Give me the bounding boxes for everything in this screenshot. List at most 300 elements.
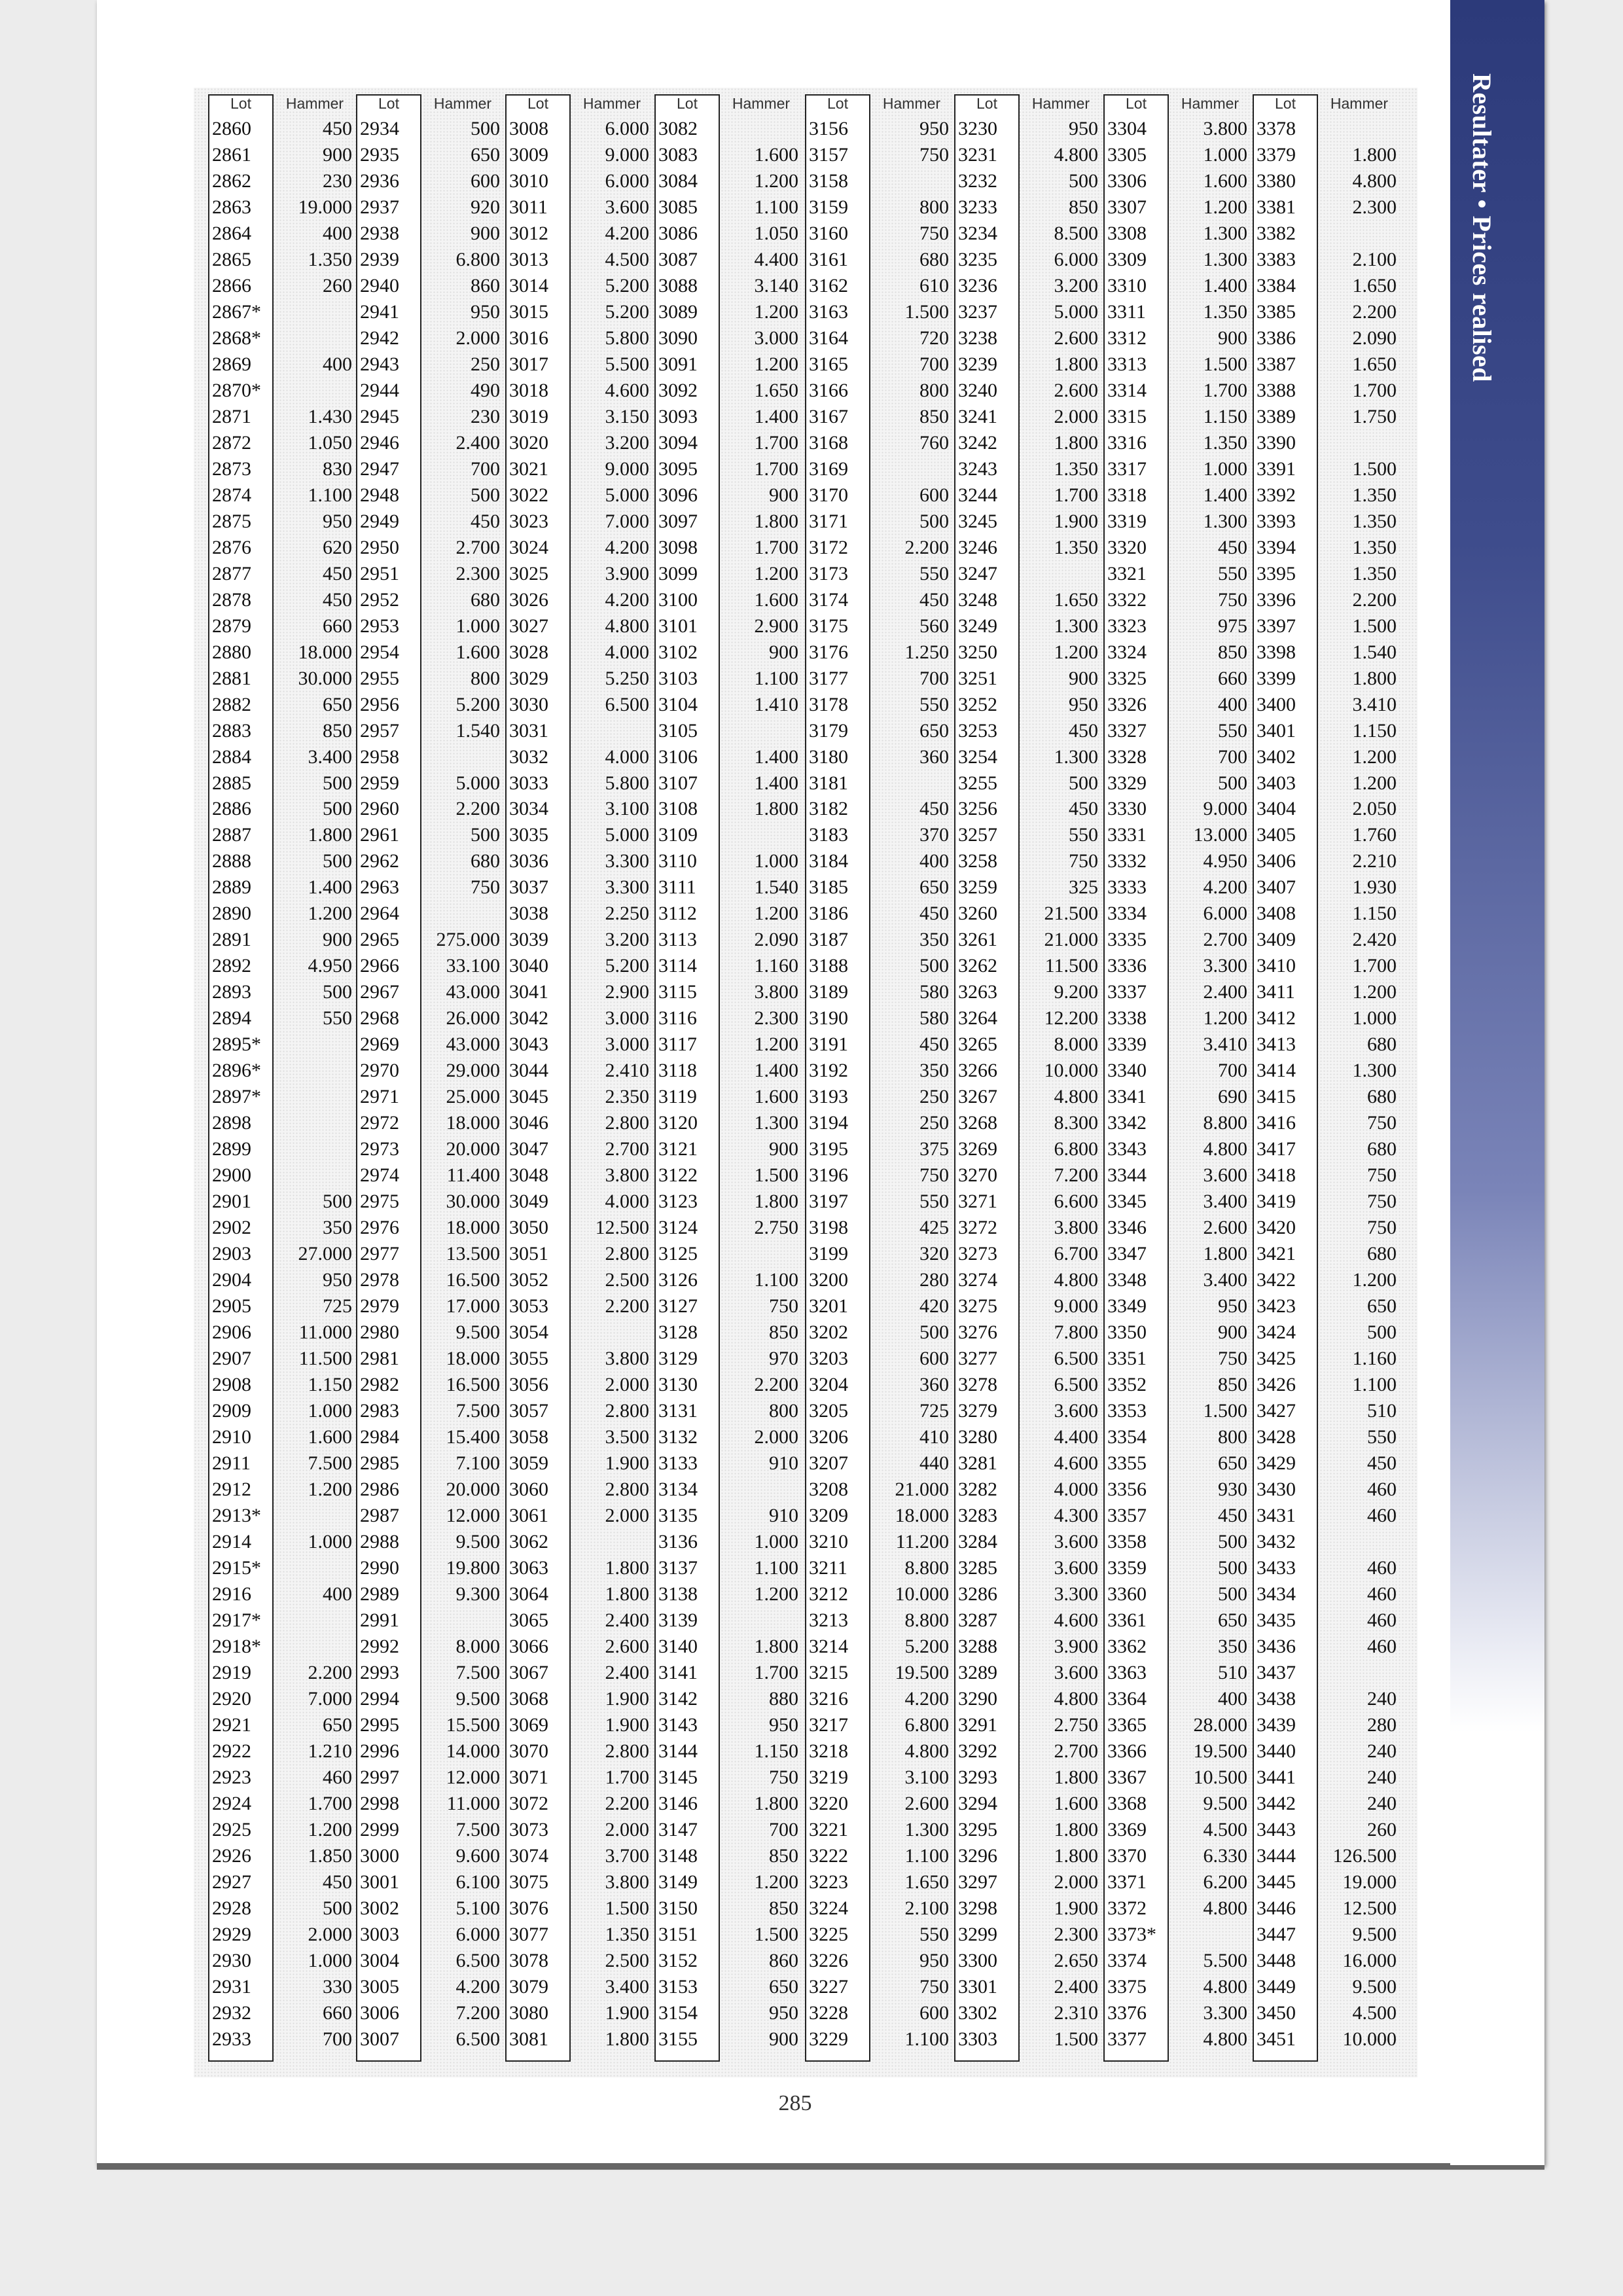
hammer-price: 1.650 [1054, 588, 1098, 611]
lot-number: 3085 [658, 196, 698, 218]
hammer-price: 1.100 [754, 1269, 798, 1291]
lot-number: 3045 [509, 1086, 548, 1108]
hammer-price: 1.750 [1352, 405, 1397, 427]
lot-number: 3197 [809, 1191, 848, 1213]
hammer-price: 1.400 [308, 876, 352, 899]
lot-number: 3213 [809, 1609, 848, 1631]
lot-number: 3035 [509, 824, 548, 846]
hammer-price: 7.500 [455, 1400, 500, 1422]
lot-number: 2870* [212, 379, 261, 401]
hammer-price: 400 [1218, 693, 1247, 715]
hammer-price: 3.800 [605, 1164, 649, 1187]
lot-number: 3119 [658, 1086, 697, 1108]
lot-number: 2985 [360, 1452, 399, 1474]
lot-number: 3092 [658, 379, 698, 401]
lot-number: 3070 [509, 1740, 548, 1762]
hammer-price: 950 [1218, 1295, 1247, 1318]
hammer-price: 1.200 [754, 300, 798, 323]
hammer-price: 880 [769, 1687, 798, 1710]
hammer-price: 320 [919, 1243, 949, 1265]
hammer-price: 2.100 [904, 1897, 949, 1919]
hammer-price: 750 [919, 1164, 949, 1187]
lot-number: 3369 [1107, 1818, 1147, 1840]
lot-number: 3019 [509, 405, 548, 427]
lot-number: 3398 [1257, 641, 1296, 663]
hammer-price: 7.200 [455, 2001, 500, 2024]
hammer-price: 1.350 [1352, 562, 1397, 584]
hammer-price: 8.000 [455, 1635, 500, 1657]
hammer-price: 1.100 [308, 484, 352, 506]
lot-number: 2889 [212, 876, 251, 899]
hammer-price: 4.800 [904, 1740, 949, 1762]
lot-number: 3101 [658, 615, 698, 637]
lot-number: 3179 [809, 719, 848, 742]
hammer-price: 1.700 [1352, 955, 1397, 977]
lot-number: 3324 [1107, 641, 1147, 663]
lot-number: 3204 [809, 1374, 848, 1396]
hammer-price: 550 [1367, 1426, 1397, 1448]
hammer-price: 19.000 [298, 196, 352, 218]
lot-number: 3298 [958, 1897, 997, 1919]
hammer-price: 2.000 [605, 1818, 649, 1840]
lot-number: 3261 [958, 929, 997, 951]
lot-number: 2941 [360, 300, 399, 323]
lot-number: 3268 [958, 1112, 997, 1134]
hammer-price: 650 [1218, 1452, 1247, 1474]
hammer-price: 6.000 [1054, 248, 1098, 270]
hammer-price: 7.000 [605, 510, 649, 532]
lot-number: 3017 [509, 353, 548, 375]
lot-number: 2965 [360, 929, 399, 951]
lot-number: 2994 [360, 1687, 399, 1710]
hammer-price: 2.200 [308, 1661, 352, 1683]
hammer-price: 13.500 [446, 1243, 500, 1265]
lot-number: 3178 [809, 693, 848, 715]
lot-number: 2936 [360, 170, 399, 192]
lot-number: 3375 [1107, 1975, 1147, 1998]
lot-number: 3272 [958, 1217, 997, 1239]
hammer-price: 2.350 [605, 1086, 649, 1108]
hammer-price [1318, 1660, 1397, 1686]
lot-number: 3442 [1257, 1792, 1296, 1814]
hammer-price: 2.000 [1054, 405, 1098, 427]
hammer-price: 1.150 [1352, 719, 1397, 742]
hammer-price: 7.000 [308, 1687, 352, 1710]
hammer-price: 1.500 [605, 1897, 649, 1919]
lot-number: 3078 [509, 1949, 548, 1971]
hammer-price: 2.090 [1352, 327, 1397, 349]
hammer-price: 1.700 [1054, 484, 1098, 506]
hammer-price: 1.800 [1054, 1818, 1098, 1840]
lot-number: 3391 [1257, 457, 1296, 480]
hammer-price: 7.500 [455, 1661, 500, 1683]
lot-number: 2891 [212, 929, 251, 951]
lot-number: 3434 [1257, 1583, 1296, 1605]
lot-number: 3002 [360, 1897, 399, 1919]
hammer-header: Hammer [1031, 95, 1090, 112]
hammer-price: 1.000 [1203, 457, 1247, 480]
hammer-price: 6.500 [605, 693, 649, 715]
lot-number: 3415 [1257, 1086, 1296, 1108]
hammer-price: 1.540 [754, 876, 798, 899]
lot-number: 2924 [212, 1792, 251, 1814]
hammer-price: 580 [919, 1007, 949, 1030]
lot-number: 2895* [212, 1033, 261, 1056]
hammer-price: 43.000 [446, 1033, 500, 1056]
hammer-price: 660 [323, 2001, 352, 2024]
lot-number: 3259 [958, 876, 997, 899]
hammer-price: 2.900 [605, 981, 649, 1003]
hammer-price: 3.600 [605, 196, 649, 218]
lot-number: 2999 [360, 1818, 399, 1840]
hammer-price: 750 [769, 1295, 798, 1318]
hammer-header: Hammer [582, 95, 641, 112]
lot-header: Lot [1275, 95, 1296, 112]
lot-number: 3313 [1107, 353, 1147, 375]
hammer-price: 550 [1069, 824, 1098, 846]
hammer-price: 240 [1367, 1687, 1397, 1710]
hammer-price [1318, 116, 1397, 142]
lot-number: 2975 [360, 1191, 399, 1213]
lot-number: 2898 [212, 1112, 251, 1134]
hammer-price: 1.600 [754, 588, 798, 611]
lot-number: 2903 [212, 1243, 251, 1265]
hammer-price: 600 [471, 170, 500, 192]
lot-number: 2911 [212, 1452, 251, 1474]
hammer-price: 2.200 [605, 1792, 649, 1814]
lot-number: 3057 [509, 1400, 548, 1422]
lot-number: 3098 [658, 536, 698, 558]
lot-number: 3411 [1257, 981, 1295, 1003]
hammer-price: 450 [1367, 1452, 1397, 1474]
hammer-price: 850 [769, 1844, 798, 1867]
lot-number: 3230 [958, 118, 997, 139]
hammer-price: 3.600 [1054, 1530, 1098, 1552]
lot-number: 3295 [958, 1818, 997, 1840]
hammer-price: 620 [323, 536, 352, 558]
lot-number: 3451 [1257, 2028, 1296, 2050]
lot-number: 3279 [958, 1400, 997, 1422]
hammer-price: 3.200 [1054, 274, 1098, 296]
lot-number: 3315 [1107, 405, 1147, 427]
lot-number: 3099 [658, 562, 698, 584]
hammer-price: 500 [471, 824, 500, 846]
hammer-price: 1.650 [904, 1871, 949, 1893]
hammer-price: 5.200 [455, 693, 500, 715]
hammer-price: 4.200 [605, 222, 649, 244]
hammer-price: 750 [1367, 1191, 1397, 1213]
hammer-price: 1.930 [1352, 876, 1397, 899]
hammer-price: 4.800 [1054, 143, 1098, 166]
lot-number: 2869 [212, 353, 251, 375]
lot-number: 3010 [509, 170, 548, 192]
hammer-price: 500 [471, 118, 500, 139]
lot-number: 3124 [658, 1217, 698, 1239]
hammer-price: 900 [323, 143, 352, 166]
hammer-price: 1.400 [1203, 274, 1247, 296]
hammer-price: 2.200 [904, 536, 949, 558]
hammer-price: 21.500 [1044, 903, 1098, 925]
lot-number: 3205 [809, 1400, 848, 1422]
lot-number: 2960 [360, 798, 399, 820]
lot-number: 3135 [658, 1504, 698, 1526]
hammer-price: 500 [323, 981, 352, 1003]
hammer-price: 5.500 [1203, 1949, 1247, 1971]
lot-number: 3196 [809, 1164, 848, 1187]
hammer-price: 950 [919, 1949, 949, 1971]
lot-number: 2973 [360, 1138, 399, 1160]
hammer-price: 1.100 [1352, 1374, 1397, 1396]
lot-number: 3288 [958, 1635, 997, 1657]
hammer-price: 2.300 [754, 1007, 798, 1030]
lot-number: 3080 [509, 2001, 548, 2024]
hammer-price: 500 [1069, 170, 1098, 192]
hammer-price: 1.650 [1352, 353, 1397, 375]
hammer-price: 950 [769, 2001, 798, 2024]
hammer-header: Hammer [882, 95, 941, 112]
lot-number: 3309 [1107, 248, 1147, 270]
lot-number: 3042 [509, 1007, 548, 1030]
lot-number: 2939 [360, 248, 399, 270]
hammer-price: 2.400 [605, 1661, 649, 1683]
hammer-price: 450 [1218, 536, 1247, 558]
lot-number: 2864 [212, 222, 251, 244]
lot-number: 2881 [212, 667, 251, 689]
lot-number: 2885 [212, 772, 251, 794]
lot-number: 3118 [658, 1060, 697, 1082]
lot-number: 3142 [658, 1687, 698, 1710]
lot-number: 3420 [1257, 1217, 1296, 1239]
lot-number: 3056 [509, 1374, 548, 1396]
lot-number: 2943 [360, 353, 399, 375]
hammer-price: 800 [919, 196, 949, 218]
hammer-price: 2.700 [1054, 1740, 1098, 1762]
lot-number: 3449 [1257, 1975, 1296, 1998]
lot-number: 3297 [958, 1871, 997, 1893]
hammer-price: 680 [1367, 1033, 1397, 1056]
hammer-price: 375 [919, 1138, 949, 1160]
lot-number: 3072 [509, 1792, 548, 1814]
lot-number: 3245 [958, 510, 997, 532]
hammer-price: 1.200 [754, 1033, 798, 1056]
hammer-price: 1.900 [1054, 1897, 1098, 1919]
hammer-price [720, 822, 798, 848]
hammer-price: 3.400 [1203, 1191, 1247, 1213]
hammer-price: 680 [1367, 1086, 1397, 1108]
lot-number: 3005 [360, 1975, 399, 1998]
lot-number: 3384 [1257, 274, 1296, 296]
hammer-price: 1.800 [605, 2028, 649, 2050]
lot-number: 3155 [658, 2028, 698, 2050]
lot-number: 3224 [809, 1897, 848, 1919]
hammer-price: 1.500 [754, 1164, 798, 1187]
lot-number: 3277 [958, 1348, 997, 1370]
lot-number: 3003 [360, 1923, 399, 1945]
hammer-price: 450 [919, 1033, 949, 1056]
hammer-price: 15.400 [446, 1426, 500, 1448]
hammer-header: Hammer [1330, 95, 1389, 112]
lot-number: 2957 [360, 719, 399, 742]
lot-number: 3359 [1107, 1556, 1147, 1579]
lot-header: Lot [378, 95, 399, 112]
hammer-price: 3.400 [1203, 1269, 1247, 1291]
lot-number: 2946 [360, 431, 399, 454]
hammer-price [421, 744, 500, 770]
hammer-price: 500 [323, 772, 352, 794]
lot-number: 3200 [809, 1269, 848, 1291]
lot-number: 3429 [1257, 1452, 1296, 1474]
lot-number: 3335 [1107, 929, 1147, 951]
hammer-price: 240 [1367, 1740, 1397, 1762]
hammer-price: 2.600 [605, 1635, 649, 1657]
lot-number: 2919 [212, 1661, 251, 1683]
hammer-price: 19.500 [895, 1661, 949, 1683]
lot-number: 3127 [658, 1295, 698, 1318]
lot-number: 3148 [658, 1844, 698, 1867]
lot-number: 3249 [958, 615, 997, 637]
lot-number: 2959 [360, 772, 399, 794]
hammer-price: 500 [1218, 1530, 1247, 1552]
hammer-price: 1.160 [1352, 1348, 1397, 1370]
hammer-price: 2.300 [455, 562, 500, 584]
lot-number: 3252 [958, 693, 997, 715]
hammer-price: 250 [919, 1112, 949, 1134]
hammer-price: 19.500 [1193, 1740, 1247, 1762]
hammer-price [1318, 221, 1397, 247]
lot-number: 3294 [958, 1792, 997, 1814]
lot-number: 2996 [360, 1740, 399, 1762]
hammer-price: 1.300 [1054, 615, 1098, 637]
lot-number: 3160 [809, 222, 848, 244]
hammer-price: 280 [919, 1269, 949, 1291]
lot-number: 3257 [958, 824, 997, 846]
hammer-price: 700 [471, 457, 500, 480]
hammer-price: 560 [919, 615, 949, 637]
hammer-price: 8.500 [1054, 222, 1098, 244]
hammer-price: 5.100 [455, 1897, 500, 1919]
hammer-price: 7.500 [455, 1818, 500, 1840]
hammer-price: 1.300 [754, 1112, 798, 1134]
lot-number: 3392 [1257, 484, 1296, 506]
lot-number: 3386 [1257, 327, 1296, 349]
hammer-price: 2.300 [1054, 1923, 1098, 1945]
hammer-price: 8.800 [1203, 1112, 1247, 1134]
hammer-price: 500 [1367, 1321, 1397, 1344]
lot-number: 3140 [658, 1635, 698, 1657]
hammer-price: 17.000 [446, 1295, 500, 1318]
lot-number: 3087 [658, 248, 698, 270]
hammer-price: 860 [769, 1949, 798, 1971]
hammer-price: 3.600 [1203, 1164, 1247, 1187]
hammer-price: 680 [1367, 1138, 1397, 1160]
hammer-price: 900 [769, 641, 798, 663]
hammer-price: 4.800 [1203, 1897, 1247, 1919]
hammer-price: 4.600 [605, 379, 649, 401]
hammer-price: 1.400 [754, 1060, 798, 1082]
lot-number: 3310 [1107, 274, 1147, 296]
lot-number: 3275 [958, 1295, 997, 1318]
lot-number: 2990 [360, 1556, 399, 1579]
hammer-price: 450 [323, 588, 352, 611]
hammer-price: 16.000 [1342, 1949, 1397, 1971]
lot-number: 3114 [658, 955, 697, 977]
hammer-price: 5.000 [605, 824, 649, 846]
hammer-price: 1.200 [1352, 745, 1397, 768]
hammer-price: 1.350 [1054, 536, 1098, 558]
lot-number: 3086 [658, 222, 698, 244]
hammer-price: 27.000 [298, 1243, 352, 1265]
lot-number: 2910 [212, 1426, 251, 1448]
lot-number: 3097 [658, 510, 698, 532]
hammer-price: 1.050 [308, 431, 352, 454]
hammer-price: 1.350 [1203, 300, 1247, 323]
hammer-price: 2.700 [605, 1138, 649, 1160]
hammer-price: 4.000 [1054, 1478, 1098, 1500]
lot-number: 3284 [958, 1530, 997, 1552]
lot-number: 3382 [1257, 222, 1296, 244]
lot-number: 3250 [958, 641, 997, 663]
lot-number: 2980 [360, 1321, 399, 1344]
hammer-price: 1.000 [308, 1530, 352, 1552]
lot-number: 3394 [1257, 536, 1296, 558]
hammer-price: 550 [1218, 562, 1247, 584]
lot-number: 3222 [809, 1844, 848, 1867]
lot-number: 3246 [958, 536, 997, 558]
hammer-price: 1.540 [455, 719, 500, 742]
lot-number: 2920 [212, 1687, 251, 1710]
hammer-price: 500 [919, 510, 949, 532]
hammer-price: 11.200 [895, 1530, 949, 1552]
hammer-header: Hammer [1181, 95, 1240, 112]
lot-number: 3172 [809, 536, 848, 558]
lot-number: 3262 [958, 955, 997, 977]
hammer-price: 230 [471, 405, 500, 427]
hammer-price: 9.000 [605, 457, 649, 480]
lot-number: 2952 [360, 588, 399, 611]
hammer-price: 1.350 [605, 1923, 649, 1945]
hammer-price: 700 [919, 667, 949, 689]
hammer-price: 1.200 [754, 170, 798, 192]
lot-number: 3345 [1107, 1191, 1147, 1213]
hammer-header: Hammer [285, 95, 344, 112]
lot-number: 2909 [212, 1400, 251, 1422]
lot-number: 3141 [658, 1661, 698, 1683]
hammer-price: 350 [919, 929, 949, 951]
lot-number: 3436 [1257, 1635, 1296, 1657]
lot-number: 3021 [509, 457, 548, 480]
lot-number: 3267 [958, 1086, 997, 1108]
hammer-price: 690 [1218, 1086, 1247, 1108]
lot-number: 3260 [958, 903, 997, 925]
lot-number: 3371 [1107, 1871, 1147, 1893]
hammer-price: 6.000 [605, 118, 649, 139]
lot-number: 2899 [212, 1138, 251, 1160]
lot-number: 3219 [809, 1766, 848, 1788]
lot-number: 3393 [1257, 510, 1296, 532]
hammer-price: 4.600 [1054, 1609, 1098, 1631]
hammer-price: 1.700 [754, 1661, 798, 1683]
hammer-price [870, 168, 949, 194]
hammer-price: 275.000 [436, 929, 500, 951]
lot-number: 3130 [658, 1374, 698, 1396]
lot-number: 2933 [212, 2028, 251, 2050]
lot-number: 3438 [1257, 1687, 1296, 1710]
hammer-price: 7.800 [1054, 1321, 1098, 1344]
lot-number: 3327 [1107, 719, 1147, 742]
lot-number: 3229 [809, 2028, 848, 2050]
lot-number: 3356 [1107, 1478, 1147, 1500]
hammer-price: 920 [471, 196, 500, 218]
